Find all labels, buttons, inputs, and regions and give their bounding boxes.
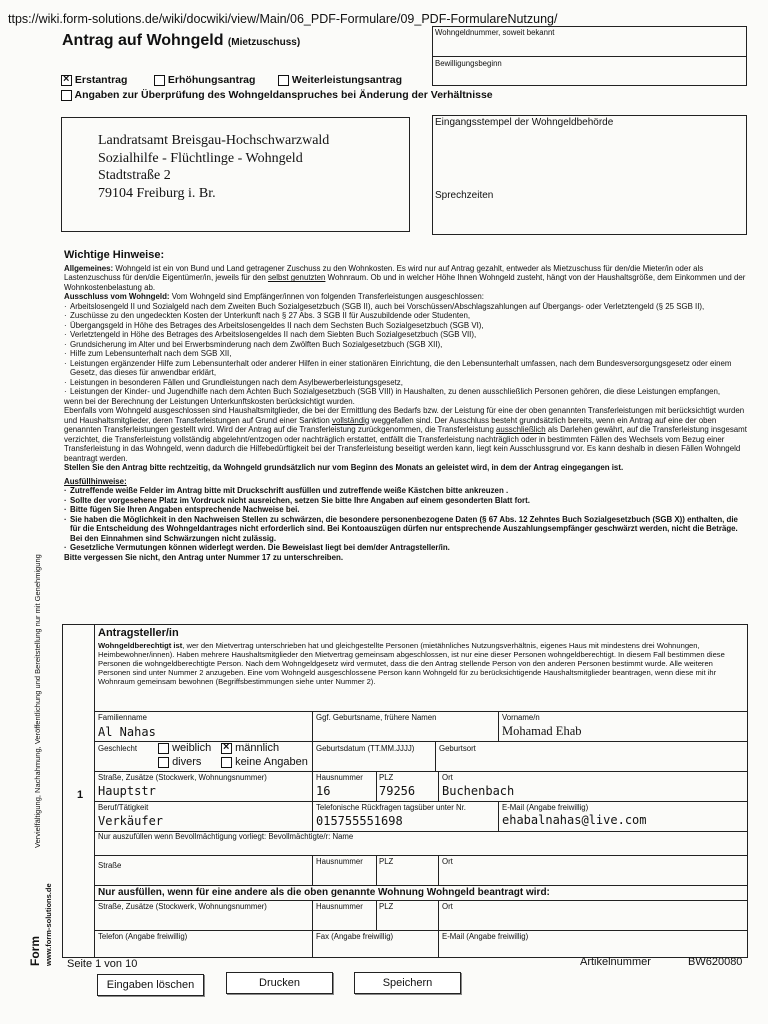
option-erstantrag[interactable]: × Erstantrag (61, 74, 127, 86)
option-erhoehungsantrag[interactable]: Erhöhungsantrag (154, 74, 255, 86)
email-label: E-Mail (Angabe freiwillig) (502, 803, 589, 812)
list-item: · Sollte der vorgesehene Platz im Vordruck nicht ausreichen, setzen Sie bitte Ihre Angaben auf einem gesonderten Blatt fort. (64, 496, 748, 505)
beruf-field[interactable]: Verkäufer (98, 814, 164, 828)
strasse2-label: Straße (98, 861, 122, 870)
fill-hints-list (64, 486, 748, 552)
hausnummer-field[interactable]: 16 (316, 784, 331, 798)
option-maennlich[interactable]: × männlich (221, 742, 279, 755)
list-item: · Arbeitslosengeld II und Sozialgeld nach dem Zweiten Buch Sozialgesetzbuch (SGB II), auch bei Vorschüssen/Abschlagszahlungen auf Übergangs- oder Verletztengeld (§ 25 SGB II), (64, 302, 748, 311)
list-item: · Zutreffende weiße Felder im Antrag bitte mit Druckschrift ausfüllen und zutreffende weiße Kästchen bitte ankreuzen . (64, 486, 748, 495)
bevollmaechtigt-label: Nur auszufüllen wenn Bevollmächtigung vorliegt: Bevollmächtigte/r: Name (98, 832, 354, 841)
telefon3-label: Telefon (Angabe freiwillig) (98, 932, 188, 941)
sprechzeiten-label: Sprechzeiten (435, 190, 494, 201)
option-divers[interactable]: divers (158, 756, 201, 769)
bewilligungsbeginn-label: Bewilligungsbeginn (435, 59, 502, 68)
option-weiterleistungsantrag[interactable]: Weiterleistungsantrag (278, 74, 402, 86)
geburtsname-label: Ggf. Geburtsname, frühere Namen (316, 713, 437, 722)
other-dwelling-heading: Nur ausfüllen, wenn für eine andere als die oben genannte Wohnung Wohngeld beantragt wird: (98, 887, 550, 898)
familienname-field[interactable]: Al Nahas (98, 725, 156, 739)
list-item: · Verletztengeld in Höhe des Betrages des Arbeitslosengeldes II nach dem Siebten Buch Sozialgesetzbuch (SGB VII), (64, 330, 748, 339)
option-weiblich[interactable]: weiblich (158, 742, 211, 755)
url-bar[interactable]: ttps://wiki.form-solutions.de/wiki/docwiki/view/Main/06_PDF-Formulare/09_PDF-FormulareNutzung/ (8, 12, 558, 26)
hints-text: Allgemeines: Wohngeld ist ein von Bund und Land getragener Zuschuss zu den Wohnkosten. Es wird nur auf Antrag gezahlt, entweder als Mietzuschuss für den/die Mieter/in oder als Lastenzuschuss für den/die Eigentümer/in, jeweils für den selbst genutzten Wohnraum. Ob und in welcher Höhe Ihnen Wohngeld zusteht, hängt von der Haushaltsgröße, dem Einkommen und der Wohnkostenbelastung ab. Ausschluss vom Wohngeld: Vom Wohngeld sind Empfänger/innen von folgenden Transferleistungen ausgeschlossen: · Arbeitslosengeld II und Sozialgeld nach dem Zweiten Buch Sozialgesetzbuch (SGB II), auch bei Vorschüssen/Abschlagszahlungen auf Übergangs- oder Verletztengeld (§ 25 SGB II), · Zuschüsse zu den ungedeckten Kosten der Unterkunft nach § 27 Abs. 3 SGB II für Auszubildende oder Studenten, · Übergangsgeld in Höhe des Betrages des Arbeitslosengeldes II nach dem Sechsten Buch Sozialgesetzbuch (SGB VI), · Verletztengeld in Höhe des Betrages des Arbeitslosengeldes II nach dem Siebten Buch Sozialgesetzbuch (SGB VII), · Grundsicherung im Alter und bei Erwerbsminderung nach dem Zwölften Buch Sozialgesetzbuch (SGB XII), · Hilfe zum Lebensunterhalt nach dem SGB XII, · Leistungen ergänzender Hilfe zum Lebensunterhalt oder anderer Hilfen in einer stationären Einrichtung, die den Lebensunterhalt umfassen, nach dem Bundesversorgungsgesetz oder einem Gesetz, das dieses für anwendbar erklärt, · Leistungen in besonderen Fällen und Grundleistungen nach dem Asylbewerberleistungsgesetz, · Leistungen der Kinder- und Jugendhilfe nach dem Achten Buch Sozialgesetzbuch (SGB VIII) in Haushalten, zu denen ausschließlich Personen gehören, die diese Leistungen empfangen, wenn bei der Berechnung der Leistungen Unterkunftskosten berücksichtigt wurden. Ebenfalls vom Wohngeld ausgeschlossen sind Haushaltsmitglieder, die bei der Ermittlung des Bedarfs bzw. der Leistung für eine der oben genannten Transferleistungen mit berücksichtigt wurden und Haushaltsmitglieder, deren Transferleistungen auf Grund einer Sanktion vollständig weggefallen sind. Der Ausschluss besteht grundsätzlich bereits, wenn ein Antrag auf eine der oben genannten Transferleistungen gestellt wird. Wird der Antrag auf die Transferleistung zurückgenommen, die Transferleistung ausschließlich als Darlehen gewährt, auf die Transferleistung insgesamt verzichtet, die Transferleistung vollständig abgelehnt/entzogen oder nachträglich erstattet, entfällt die Transferleistung nachträglich oder in bestimmten Fällen des Wechsels vom Bezug einer Transferleistung in das Wohngeld, wenn dadurch die Hilfebedürftigkeit bei der Transferleistung beseitigt werden kann, liegt kein Ausschlussgrund vor. Es kann deshalb in diesen Fällen Wohngeld beantragt werden. Stellen Sie den Antrag bitte rechtzeitig, da Wohngeld grundsätzlich nur vom Beginn des Monats an geleistet wird, in dem der Antrag eingegangen ist. Ausfüllhinweise: · Zutreffende weiße Felder im Antrag bitte mit Druckschrift ausfüllen und zutreffende weiße Kästchen bitte ankreuzen . · Sollte der vorgesehene Platz im Vordruck nicht ausreichen, setzen Sie bitte Ihre Angaben auf einem gesonderten Blatt fort. · Bitte fügen Sie Ihren Angaben entsprechende Nachweise bei. · Sie haben die Möglichkeit in den Nachweisen Stellen zu schwärzen, die besondere personenbezogene Daten (§ 67 Abs. 12 Zehntes Buch Sozialgesetzbuch (SGB X)) enthalten, die für die Entscheidung des Wohngeldantrages nicht erforderlich sind. Bei Kontoauszügen dürfen nur entsprechende Auszahlungsempfänger geschwärzt werden, nicht die Beträge. Bei den Einnahmen sind Schwärzungen nicht zulässig. · Gesetzliche Vermutungen können widerlegt werden. Die Beweislast liegt bei dem/der Antragsteller/in. Bitte vergessen Sie nicht, den Antrag unter Nummer 17 zu unterschreiben. (64, 264, 748, 562)
form-logo: Form (28, 936, 42, 966)
geburtsort-label: Geburtsort (439, 744, 476, 753)
address-box (61, 117, 410, 232)
telefon-label: Telefonische Rückfragen tagsüber unter Nr. (316, 803, 466, 812)
exclusion-list (64, 302, 748, 397)
hints-block (64, 249, 748, 562)
ort3-label: Ort (442, 902, 453, 911)
familienname-label: Familienname (98, 713, 147, 722)
hints-heading: Wichtige Hinweise: (64, 249, 165, 261)
list-item: · Übergangsgeld in Höhe des Betrages des Arbeitslosengeldes II nach dem Sechsten Buch Sozialgesetzbuch (SGB VI), (64, 321, 748, 330)
email-field[interactable]: ehabalnahas@live.com (502, 813, 647, 827)
section-number: 1 (77, 789, 84, 801)
applicant-section (62, 624, 748, 958)
eingangsstempel-label: Eingangsstempel der Wohngeldbehörde (435, 117, 614, 128)
option-keine-angaben[interactable]: keine Angaben (221, 756, 308, 769)
strasse-field[interactable]: Hauptstr (98, 784, 156, 798)
strasse-label: Straße, Zusätze (Stockwerk, Wohnungsnummer) (98, 773, 267, 782)
list-item: · Leistungen in besonderen Fällen und Grundleistungen nach dem Asylbewerberleistungsgesetz, (64, 378, 748, 387)
wohngeldnummer-label: Wohngeldnummer, soweit bekannt (435, 28, 555, 37)
checkbox-erstantrag[interactable] (61, 75, 72, 86)
telefon-field[interactable]: 015755551698 (316, 814, 403, 828)
hausnummer2-label: Hausnummer (316, 857, 363, 866)
email3-label: E-Mail (Angabe freiwillig) (442, 932, 529, 941)
artikelnummer-label: Artikelnummer (580, 956, 651, 968)
plz-field[interactable]: 79256 (379, 784, 416, 798)
checkbox-keine-angaben[interactable] (221, 757, 232, 768)
title-text: Antrag auf Wohngeld (62, 32, 224, 49)
plz3-label: PLZ (379, 902, 394, 911)
checkbox-aenderung[interactable] (61, 90, 72, 101)
section-heading: Antragsteller/in (98, 627, 179, 639)
stamp-box (432, 115, 747, 235)
strasse3-label: Straße, Zusätze (Stockwerk, Wohnungsnummer) (98, 902, 267, 911)
print-button[interactable]: Drucken (226, 972, 333, 994)
website-vertical: www.form-solutions.de (44, 883, 53, 966)
plz2-label: PLZ (379, 857, 394, 866)
address-line-3: Stadtstraße 2 (98, 168, 171, 183)
address-line-2: Sozialhilfe - Flüchtlinge - Wohngeld (98, 150, 303, 166)
fax3-label: Fax (Angabe freiwillig) (316, 932, 394, 941)
geschlecht-label: Geschlecht (98, 744, 138, 753)
page-title (62, 32, 300, 51)
save-button[interactable]: Speichern (354, 972, 461, 994)
reference-box (432, 26, 747, 86)
hausnummer3-label: Hausnummer (316, 902, 363, 911)
list-item: · Gesetzliche Vermutungen können widerlegt werden. Die Beweislast liegt bei dem/der Antragsteller/in. (64, 543, 748, 552)
reset-button[interactable]: Eingaben löschen (97, 974, 204, 996)
plz-label: PLZ (379, 773, 394, 782)
list-item: · Zuschüsse zu den ungedeckten Kosten der Unterkunft nach § 27 Abs. 3 SGB II für Auszubildende oder Studenten, (64, 311, 748, 320)
checkbox-maennlich[interactable] (221, 743, 232, 754)
ort-label: Ort (442, 773, 453, 782)
checkbox-weiblich[interactable] (158, 743, 169, 754)
hausnummer-label: Hausnummer (316, 773, 363, 782)
title-suffix: (Mietzuschuss) (227, 37, 301, 48)
list-item: · Hilfe zum Lebensunterhalt nach dem SGB XII, (64, 349, 748, 358)
checkbox-erhoehungsantrag[interactable] (154, 75, 165, 86)
list-item: · Leistungen der Kinder- und Jugendhilfe nach dem Achten Buch Sozialgesetzbuch (SGB VIII) in Haushalten, zu denen ausschließlich Personen gehören, die diese Leistungen empfangen, (64, 387, 748, 396)
section-intro: Wohngeldberechtigt ist, wer den Mietvertrag unterschrieben hat und gleichgestellte Personen (mietähnliches Nutzungsverhältnis, eigenes Haus mit mindestens drei Wohnungen, Heimbewohner/innen). Haben mehrere Haushaltsmitglieder den Mietvertrag gemeinsam abgeschlossen, ist nur eine dieser Personen wohngeldberechtigt. In diesem Fall bestimmen diese Personen die wohngeldberechtigte Person. Nach dem Wohngeldgesetz wird vermutet, dass die den Antrag stellende Person von den anderen Personen bestimmt wurde. Alle weiteren Personen sind unter Nummer 2 anzugeben. Eine vom Wohngeld ausgeschlossene Person kann Wohngeld für zu berücksichtigende Haushaltsmitglieder beantragen, wenn diese mit ihr Wohnraum gemeinsam bewohnen (Begriffsbestimmungen siehe unter Nummer 2). (98, 641, 725, 687)
page-number: Seite 1 von 10 (67, 958, 138, 970)
vorname-label: Vorname/n (502, 713, 540, 722)
list-item: · Sie haben die Möglichkeit in den Nachweisen Stellen zu schwärzen, die besondere personenbezogene Daten (§ 67 Abs. 12 Zehntes Buch Sozialgesetzbuch (SGB X)) enthalten, die für die Entscheidung des Wohngeldantrages nicht erforderlich sind. Bei Kontoauszügen dürfen nur entsprechende Auszahlungsempfänger geschwärzt werden, nicht die Beträge. Bei den Einnahmen sind Schwärzungen nicht zulässig. (64, 515, 748, 543)
checkbox-divers[interactable] (158, 757, 169, 768)
ort-field[interactable]: Buchenbach (442, 784, 515, 798)
artikelnummer-value: BW620080 (688, 956, 743, 968)
geburtsdatum-label: Geburtsdatum (TT.MM.JJJJ) (316, 744, 415, 753)
option-aenderung[interactable]: Angaben zur Überprüfung des Wohngeldanspruches bei Änderung der Verhältnisse (61, 89, 493, 101)
beruf-label: Beruf/Tätigkeit (98, 803, 149, 812)
address-line-4: 79104 Freiburg i. Br. (98, 185, 216, 201)
vorname-field[interactable]: Mohamad Ehab (502, 724, 582, 738)
ort2-label: Ort (442, 857, 453, 866)
list-item: · Grundsicherung im Alter und bei Erwerbsminderung nach dem Zwölften Buch Sozialgesetzbuch (SGB XII), (64, 340, 748, 349)
list-item: · Bitte fügen Sie Ihren Angaben entsprechende Nachweise bei. (64, 505, 748, 514)
copyright-vertical: Vervielfältigung, Nachahmung, Veröffentlichung und Bereitstellung nur mit Genehmigung (33, 554, 42, 848)
list-item: · Leistungen ergänzender Hilfe zum Lebensunterhalt oder anderer Hilfen in einer stationären Einrichtung, die den Lebensunterhalt umfassen, nach dem Bundesversorgungsgesetz oder einem Gesetz, das dieses für anwendbar erklärt, (64, 359, 748, 378)
address-line-1: Landratsamt Breisgau-Hochschwarzwald (98, 133, 330, 148)
checkbox-weiterleistungsantrag[interactable] (278, 75, 289, 86)
